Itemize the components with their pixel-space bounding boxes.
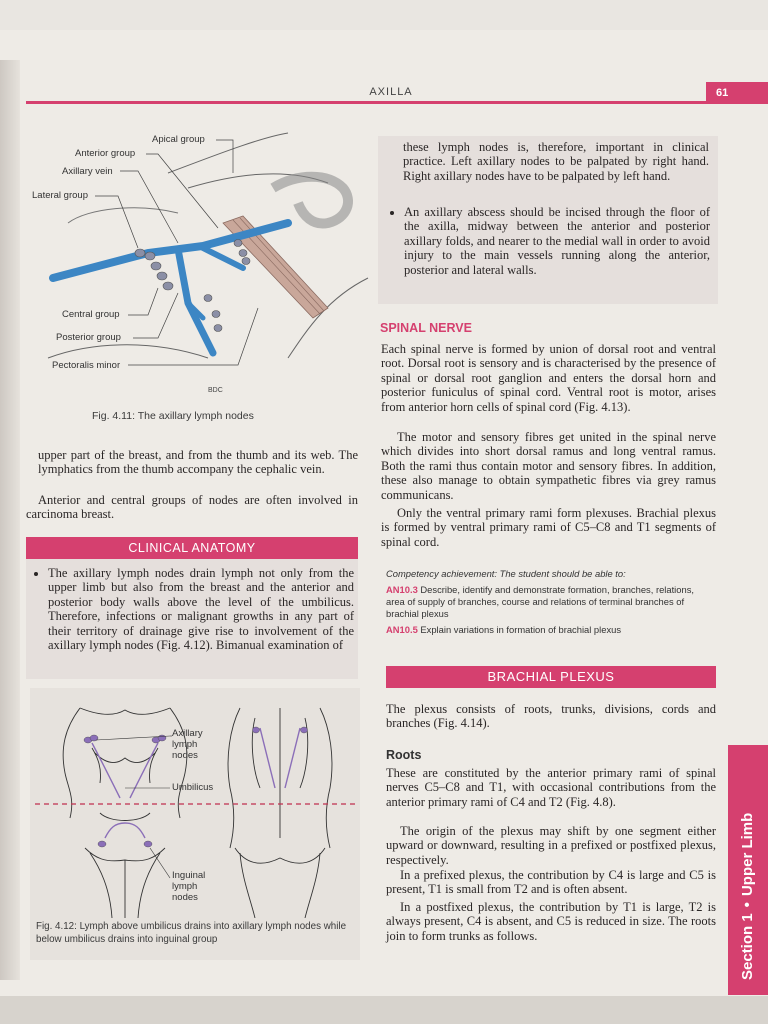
separator-dot: • <box>739 902 756 908</box>
figure-4-11-caption: Fig. 4.11: The axillary lymph nodes <box>92 410 254 422</box>
header-rule <box>26 101 768 104</box>
running-header <box>26 80 768 104</box>
abscess-bullet: • An axillary abscess should be incised through the floor of the axilla, midway between the anterior and posterior axillary folds, and nearer to the medial wall in order to avoid injury to the main vessels running along the anterior, posterior and lateral walls. <box>404 205 710 277</box>
section-number: Section 1 <box>739 913 756 980</box>
pectoralis-minor-label: Pectoralis minor <box>52 360 121 371</box>
brachial-plexus-heading: BRACHIAL PLEXUS <box>386 666 716 688</box>
roots-paragraph-4: In a postfixed plexus, the contribution by T1 is large, T2 is always present, C4 is absent, and C5 is reduced in size. The roots join to form trunks as follows. <box>386 900 716 943</box>
section-tab-label <box>739 680 756 980</box>
lateral-group-label: Lateral group <box>32 190 88 201</box>
inguinal-label: Inguinal <box>172 870 206 881</box>
competency-box <box>386 568 714 640</box>
spinal-nerve-paragraph-3: Only the ventral primary rami form plexuses. Brachial plexus is formed by ventral primary rami of C5–C8 and T1 segments of spinal cord. <box>381 506 716 549</box>
clinical-anatomy-heading: CLINICAL ANATOMY <box>26 537 358 559</box>
roots-paragraph-1: These are constituted by the anterior primary rami of spinal nerves C5–C8 and T1, with occasional contributions from the anterior primary rami of C4 and T2 (Fig. 4.8). <box>386 766 716 809</box>
chapter-title: AXILLA <box>369 86 413 98</box>
competency-text: Explain variations in formation of brachial plexus <box>420 624 622 635</box>
figure-4-12-caption: Fig. 4.12: Lymph above umbilicus drains into axillary lymph nodes while below umbilicus drains into inguinal group <box>36 921 347 945</box>
palpation-paragraph: these lymph nodes is, therefore, important in clinical practice. Left axillary nodes to be palpated by right hand. Right axillary nodes have to be palpated by left hand. <box>403 140 709 183</box>
competency-code: AN10.5 <box>386 624 418 635</box>
brachial-plexus-intro: The plexus consists of roots, trunks, divisions, cords and branches (Fig. 4.14). <box>386 702 716 731</box>
roots-paragraph-3: In a prefixed plexus, the contribution by C4 is large and C5 is present, T1 is small from T2 and is often absent. <box>386 868 716 897</box>
inguinal-lymph-label: lymph <box>172 881 198 892</box>
apical-group-label: Apical group <box>152 134 205 145</box>
spinal-nerve-paragraph-1: Each spinal nerve is formed by union of dorsal root and ventral root. Dorsal root is sensory and is characterised by the presence of spinal or dorsal root ganglion and enters the dorsal horn and posterior funiculus of spinal cord. Ventral root is motor, arises from anterior horn cells of spinal cord (Fig. 4.13). <box>381 342 716 414</box>
competency-an10-3 <box>386 584 714 620</box>
central-group-label: Central group <box>62 309 120 320</box>
posterior-group-label: Posterior group <box>56 332 121 343</box>
inguinal-nodes-label: nodes <box>172 892 198 903</box>
anterior-group-label: Anterior group <box>75 148 136 159</box>
axillary-lymph-label: lymph <box>172 739 198 750</box>
spinal-nerve-heading: SPINAL NERVE <box>380 321 472 335</box>
axillary-label: Axillary <box>172 728 203 739</box>
adjacent-page-edge <box>0 60 20 980</box>
competency-an10-5 <box>386 624 714 636</box>
roots-heading: Roots <box>386 748 422 762</box>
umbilicus-label: Umbilicus <box>172 782 214 793</box>
carcinoma-paragraph: Anterior and central groups of nodes are often involved in carcinoma breast. <box>26 493 358 522</box>
page-shadow <box>0 996 768 1024</box>
competency-text: Describe, identify and demonstrate formation, branches, relations, area of supply of branches, course and relations of terminal branches of brachial plexus <box>386 584 694 619</box>
section-subject: Upper Limb <box>739 812 756 897</box>
clinical-bullet: • The axillary lymph nodes drain lymph not only from the upper limb but also from the breast and the anterior and posterior body walls above the level of the umbilicus. Therefore, infections or malignant growths in any part of their territory of drainage give rise to involvement of the axillary lymph nodes (Fig. 4.12). Bimanual examination of <box>48 566 354 652</box>
axillary-nodes-label: nodes <box>172 750 198 761</box>
page-number: 61 <box>706 82 768 104</box>
roots-paragraph-2: The origin of the plexus may shift by one segment either upward or downward, resulting in a prefixed or postfixed plexus, respectively. <box>386 824 716 867</box>
spinal-nerve-paragraph-2: The motor and sensory fibres get united in the spinal nerve which divides into short dorsal ramus and long ventral ramus. Both the rami thus contain motor and sensory fibres. In addition, these also manage to obtain sympathetic fibres via grey ramus communicans. <box>381 430 716 502</box>
clinical-anatomy-text <box>34 566 354 652</box>
breast-drainage-paragraph: upper part of the breast, and from the thumb and its web. The lymphatics from the thumb accompany the cephalic vein. <box>38 448 358 477</box>
illustrator-initials: BDC <box>208 387 223 394</box>
figure-4-12 <box>30 688 360 960</box>
axillary-vein-label: Axillary vein <box>62 166 113 177</box>
abscess-text <box>390 205 710 277</box>
competency-code: AN10.3 <box>386 584 418 595</box>
competency-intro: Competency achievement: The student should be able to: <box>386 568 626 579</box>
